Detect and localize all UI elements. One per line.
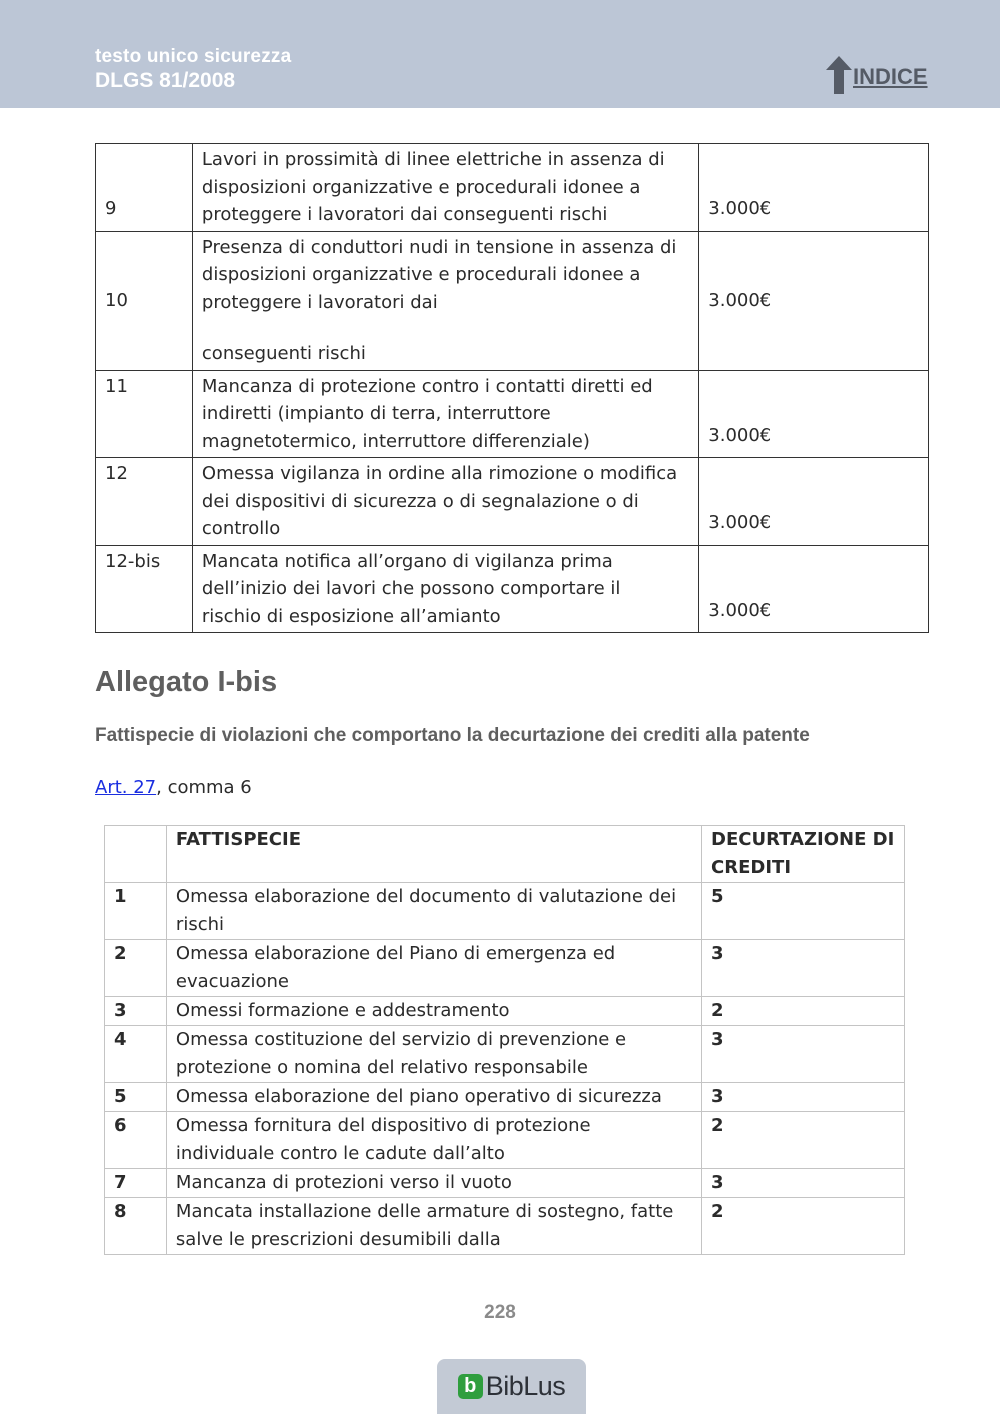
row-number: 12 bbox=[96, 458, 193, 546]
biblus-logo-text: BibLus bbox=[485, 1371, 566, 1401]
row-description: Mancata installazione delle armature di sostegno, fatte salve le prescrizioni desumibili dalla bbox=[166, 1198, 701, 1255]
description-line: magnetotermico, interruttore differenziale) bbox=[201, 430, 590, 452]
table-header-row bbox=[105, 826, 905, 883]
row-description bbox=[192, 370, 698, 458]
table-row bbox=[96, 370, 929, 458]
description-line: Lavori in prossimità di linee elettriche in assenza di bbox=[201, 149, 665, 170]
row-number: 1 bbox=[105, 883, 167, 940]
row-credits: 2 bbox=[702, 1112, 905, 1169]
description-line: conseguenti rischi bbox=[201, 343, 366, 364]
row-description: Omessa elaborazione del Piano di emergenza ed evacuazione bbox=[166, 940, 701, 997]
description-line: rischio di esposizione all’amianto bbox=[201, 605, 501, 627]
description-line: Omessa vigilanza in ordine alla rimozione o modifica bbox=[201, 463, 678, 484]
description-line: dei dispositivi di sicurezza o di segnalazione o di bbox=[201, 490, 639, 512]
table-row bbox=[96, 458, 929, 546]
row-credits: 3 bbox=[702, 1026, 905, 1083]
row-amount: 3.000€ bbox=[699, 231, 929, 370]
row-description: Omessa elaborazione del documento di valutazione dei rischi bbox=[166, 883, 701, 940]
article-reference bbox=[95, 777, 252, 798]
index-link[interactable] bbox=[826, 54, 928, 94]
description-line: Mancata notifica all’organo di vigilanza prima bbox=[201, 550, 613, 572]
row-credits: 3 bbox=[702, 1169, 905, 1198]
biblus-logo[interactable] bbox=[437, 1359, 586, 1414]
table-row bbox=[105, 1026, 905, 1083]
table-row bbox=[96, 545, 929, 633]
row-credits: 5 bbox=[702, 883, 905, 940]
table-row bbox=[105, 1198, 905, 1255]
description-line: disposizioni organizzative e procedurali idonee a bbox=[201, 264, 641, 285]
row-amount: 3.000€ bbox=[699, 370, 929, 458]
row-description: Omessa fornitura del dispositivo di protezione individuale contro le cadute dall’alto bbox=[166, 1112, 701, 1169]
row-description: Omessa costituzione del servizio di prevenzione e protezione o nomina del relativo responsabile bbox=[166, 1026, 701, 1083]
table-row bbox=[105, 940, 905, 997]
table-row bbox=[105, 1169, 905, 1198]
row-description: Omessa elaborazione del piano operativo di sicurezza bbox=[166, 1083, 701, 1112]
table-row bbox=[105, 1083, 905, 1112]
table-row bbox=[105, 883, 905, 940]
description-line: Presenza di conduttori nudi in tensione in assenza di bbox=[201, 236, 677, 258]
row-number: 6 bbox=[105, 1112, 167, 1169]
column-header-fattispecie: FATTISPECIE bbox=[166, 826, 701, 883]
column-header-number bbox=[105, 826, 167, 883]
row-description bbox=[192, 231, 698, 370]
table-row bbox=[105, 997, 905, 1026]
description-line: Mancanza di protezione contro i contatti diretti ed bbox=[201, 375, 653, 397]
table-row bbox=[96, 144, 929, 232]
row-number: 11 bbox=[96, 370, 193, 458]
page-header bbox=[0, 0, 1000, 108]
up-arrow-icon bbox=[826, 56, 852, 94]
row-number: 12-bis bbox=[96, 545, 193, 633]
row-credits: 3 bbox=[702, 1083, 905, 1112]
section-title: Allegato I-bis bbox=[95, 666, 278, 698]
page-number: 228 bbox=[484, 1302, 516, 1323]
row-number: 7 bbox=[105, 1169, 167, 1198]
table-row bbox=[96, 231, 929, 370]
description-line: controllo bbox=[201, 518, 281, 539]
description-line: proteggere i lavoratori dai conseguenti rischi bbox=[201, 204, 608, 225]
header-title-line2: DLGS 81/2008 bbox=[95, 69, 236, 92]
row-amount: 3.000€ bbox=[699, 144, 929, 232]
row-credits: 2 bbox=[702, 997, 905, 1026]
biblus-logo-icon: b bbox=[458, 1374, 483, 1399]
article-reference-rest: , comma 6 bbox=[156, 777, 252, 798]
description-line: proteggere i lavoratori dai bbox=[201, 291, 438, 313]
description-line: indiretti (impianto di terra, interruttore bbox=[201, 403, 551, 424]
table-row bbox=[105, 1112, 905, 1169]
row-amount: 3.000€ bbox=[699, 458, 929, 546]
row-number: 9 bbox=[96, 144, 193, 232]
row-description: Mancanza di protezioni verso il vuoto bbox=[166, 1169, 701, 1198]
row-description bbox=[192, 545, 698, 633]
row-description bbox=[192, 144, 698, 232]
row-number: 3 bbox=[105, 997, 167, 1026]
row-description: Omessi formazione e addestramento bbox=[166, 997, 701, 1026]
row-amount: 3.000€ bbox=[699, 545, 929, 633]
row-credits: 3 bbox=[702, 940, 905, 997]
column-header-decurtazione: DECURTAZIONE DI CREDITI bbox=[702, 826, 905, 883]
section-subtitle: Fattispecie di violazioni che comportano la decurtazione dei crediti alla patente bbox=[95, 725, 810, 746]
row-number: 5 bbox=[105, 1083, 167, 1112]
index-link-label: INDICE bbox=[853, 64, 928, 89]
row-credits: 2 bbox=[702, 1198, 905, 1255]
row-number: 2 bbox=[105, 940, 167, 997]
header-title-line1: testo unico sicurezza bbox=[95, 46, 292, 67]
description-line: dell’inizio dei lavori che possono comportare il bbox=[201, 578, 621, 599]
article-link[interactable]: Art. 27 bbox=[95, 777, 157, 798]
row-number: 10 bbox=[96, 231, 193, 370]
description-line: disposizioni organizzative e procedurali idonee a bbox=[201, 176, 641, 198]
penalty-table bbox=[95, 143, 929, 633]
row-description bbox=[192, 458, 698, 546]
row-number: 8 bbox=[105, 1198, 167, 1255]
row-number: 4 bbox=[105, 1026, 167, 1083]
credits-table bbox=[104, 825, 905, 1255]
